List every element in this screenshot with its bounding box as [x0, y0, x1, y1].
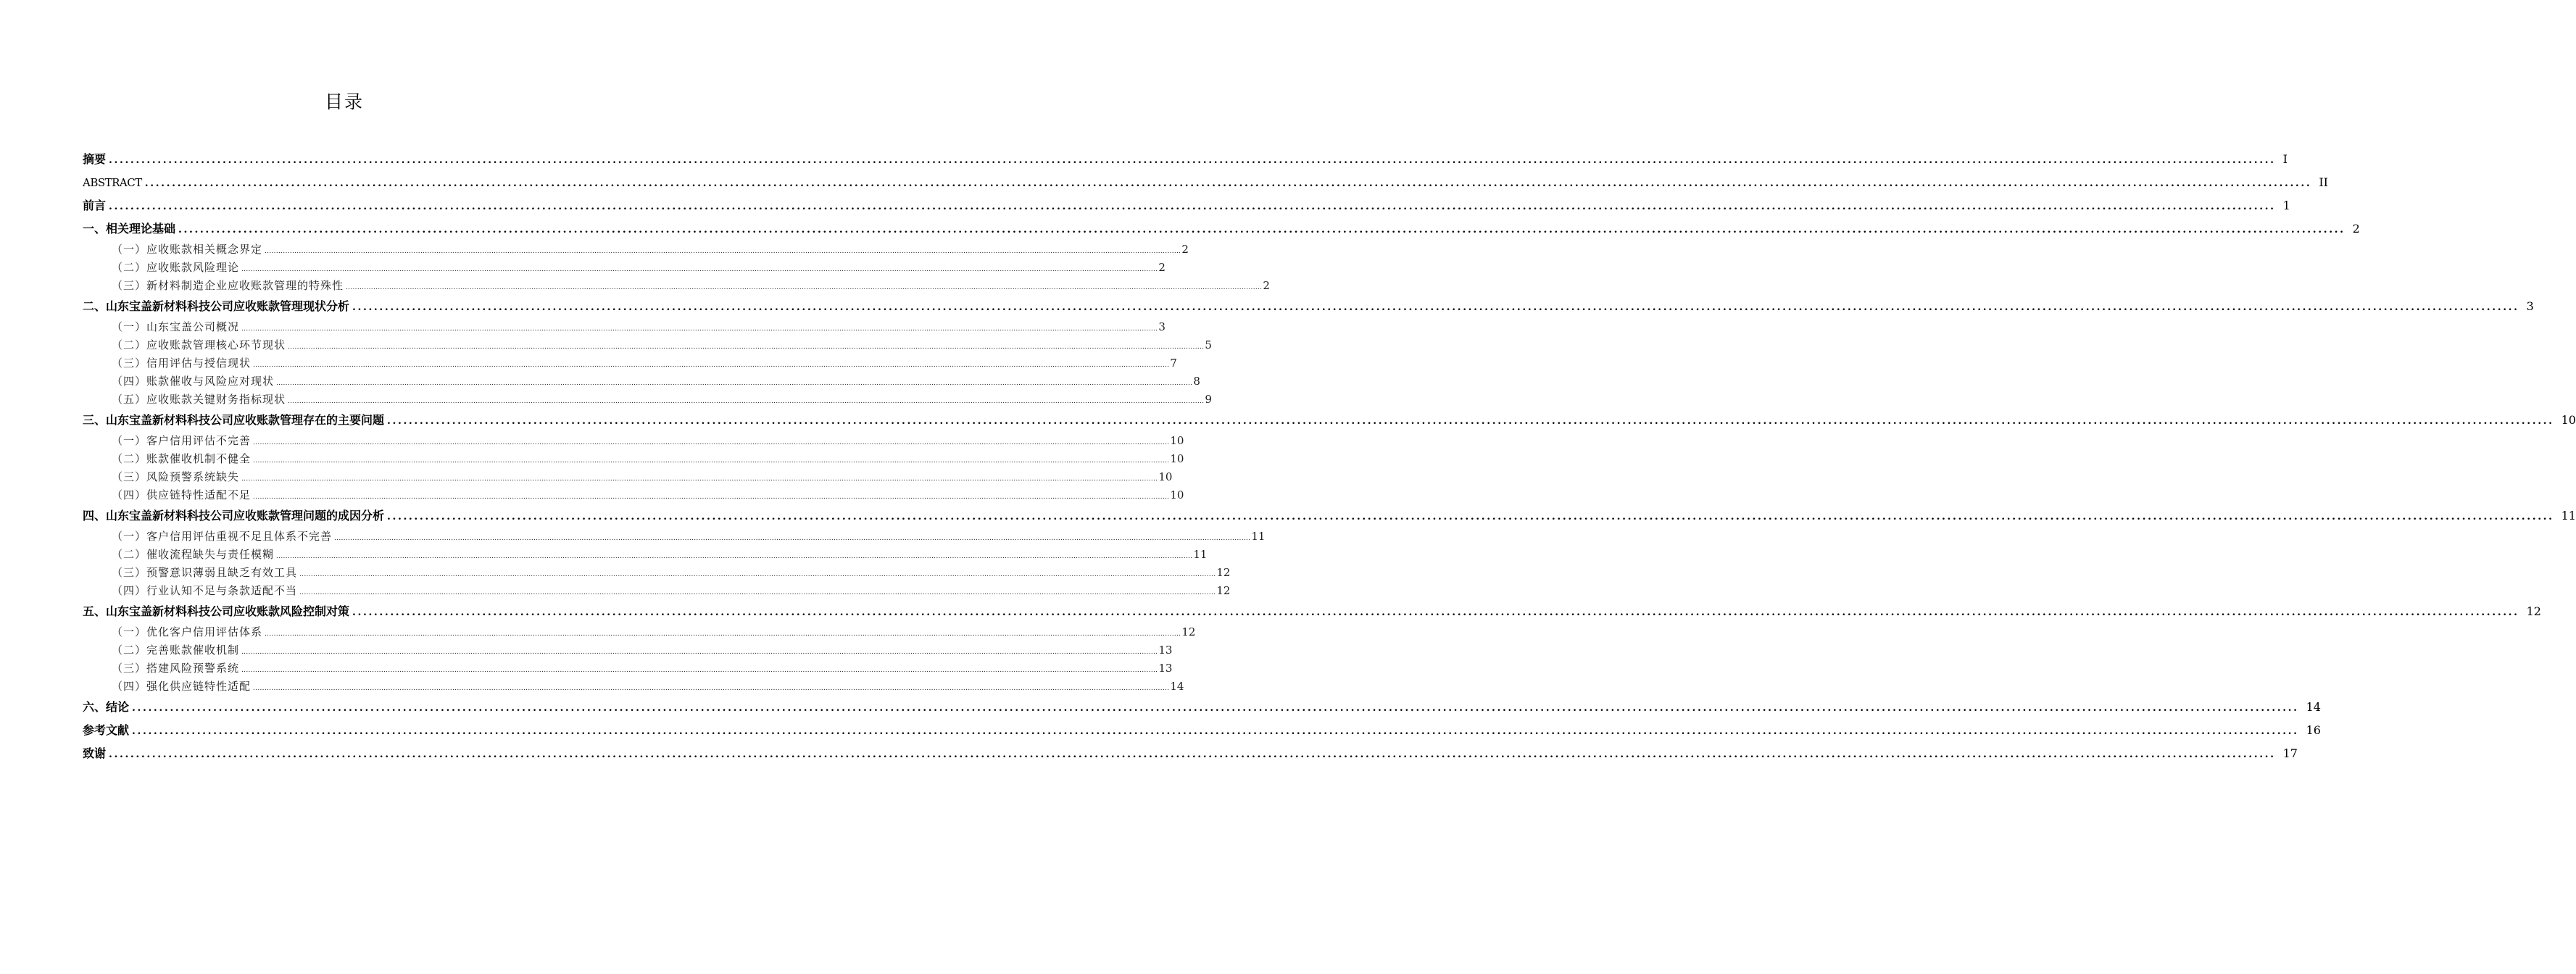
- toc-section-entry[interactable]: [83, 659, 1173, 678]
- toc-page-number: II: [2319, 175, 2328, 189]
- toc-chapter-entry[interactable]: [83, 194, 2290, 217]
- toc-page-number: 7: [1170, 357, 1177, 370]
- toc-page-number: 12: [1181, 625, 1196, 638]
- toc-page-number: I: [2282, 152, 2288, 166]
- toc-leader-dots: ................................................................................................................................................................................................................................................................................................................................................................................................................: [253, 685, 1170, 692]
- toc-leader-dots: ................................................................................................................................................................................................................................................................................................................................................................................................................: [288, 344, 1205, 351]
- toc-entry-label: （三）风险预警系统缺失: [112, 470, 240, 483]
- toc-entry-label: （一）应收账款相关概念界定: [112, 243, 263, 256]
- toc-leader-dots: ................................................................................................................................................................................................................................................................................................................................................................................................................: [253, 439, 1170, 446]
- toc-leader-dots: ................................................................................................................................................................................................................................................................................................................................................................................................................: [144, 178, 2312, 189]
- toc-entry-label: （二）完善账款催收机制: [112, 644, 240, 657]
- toc-entry-label: （五）应收账款关键财务指标现状: [112, 393, 286, 406]
- toc-entry-label: （四）强化供应链特性适配: [112, 680, 252, 693]
- toc-leader-dots: ................................................................................................................................................................................................................................................................................................................................................................................................................: [253, 494, 1170, 501]
- toc-page-number: 8: [1193, 375, 1200, 388]
- toc-entry-label: （三）信用评估与授信现状: [112, 357, 252, 370]
- toc-page-number: 13: [1158, 644, 1173, 657]
- toc-leader-dots: ................................................................................................................................................................................................................................................................................................................................................................................................................: [276, 380, 1193, 387]
- toc-section-entry[interactable]: [83, 641, 1173, 659]
- toc-page-number: 11: [2561, 509, 2576, 523]
- toc-page-number: 16: [2306, 723, 2321, 737]
- toc-page-number: 12: [1216, 584, 1231, 597]
- toc-leader-dots: ................................................................................................................................................................................................................................................................................................................................................................................................................: [241, 667, 1158, 674]
- toc-entry-label: （二）应收账款管理核心环节现状: [112, 338, 286, 351]
- toc-page-number: 9: [1205, 393, 1212, 406]
- toc-entry-label: （三）新材料制造企业应收账款管理的特殊性: [112, 279, 344, 292]
- toc-leader-dots: ................................................................................................................................................................................................................................................................................................................................................................................................................: [253, 457, 1170, 465]
- toc-page-number: 5: [1205, 338, 1212, 351]
- toc-leader-dots: ................................................................................................................................................................................................................................................................................................................................................................................................................: [352, 607, 2519, 618]
- toc-page-number: 12: [1216, 566, 1231, 579]
- toc-section-entry[interactable]: [83, 546, 1208, 564]
- toc-chapter-entry[interactable]: [83, 719, 2321, 742]
- toc-page-number: 17: [2282, 746, 2298, 760]
- toc-page-number: 10: [1170, 452, 1184, 465]
- toc-leader-dots: ................................................................................................................................................................................................................................................................................................................................................................................................................: [265, 248, 1181, 255]
- toc-leader-dots: ................................................................................................................................................................................................................................................................................................................................................................................................................: [387, 511, 2554, 523]
- toc-leader-dots: ................................................................................................................................................................................................................................................................................................................................................................................................................: [265, 630, 1181, 638]
- toc-page-number: 11: [1251, 530, 1266, 543]
- toc-page-number: 2: [1263, 279, 1270, 292]
- toc-section-entry[interactable]: [83, 528, 1266, 546]
- toc-entry-label: （一）优化客户信用评估体系: [112, 625, 263, 638]
- toc-page-number: 3: [1158, 320, 1166, 333]
- toc-entry-label: 一、相关理论基础: [83, 222, 176, 236]
- toc-leader-dots: ................................................................................................................................................................................................................................................................................................................................................................................................................: [132, 702, 2299, 714]
- toc-leader-dots: ................................................................................................................................................................................................................................................................................................................................................................................................................: [253, 362, 1170, 369]
- toc-entry-label: （二）催收流程缺失与责任模糊: [112, 548, 275, 561]
- toc-page-number: 11: [1193, 548, 1208, 561]
- toc-section-entry[interactable]: [83, 623, 1196, 641]
- toc-page-number: 10: [1170, 488, 1184, 501]
- toc-entry-label: （四）账款催收与风险应对现状: [112, 375, 275, 388]
- toc-leader-dots: ................................................................................................................................................................................................................................................................................................................................................................................................................: [241, 649, 1158, 656]
- toc-entry-label: （四）行业认知不足与条款适配不当: [112, 584, 298, 597]
- toc-section-entry[interactable]: [83, 582, 1231, 600]
- toc-leader-dots: ................................................................................................................................................................................................................................................................................................................................................................................................................: [276, 553, 1193, 560]
- toc-entry-label: ABSTRACT: [83, 176, 142, 189]
- toc-page-number: 1: [2282, 199, 2290, 212]
- toc-section-entry[interactable]: [83, 354, 1177, 372]
- toc-entry-label: 前言: [83, 199, 107, 212]
- toc-leader-dots: ................................................................................................................................................................................................................................................................................................................................................................................................................: [241, 266, 1158, 273]
- toc-page-number: 12: [2526, 604, 2541, 618]
- toc-chapter-entry[interactable]: [83, 409, 2576, 432]
- toc-entry-label: 六、结论: [83, 700, 130, 714]
- toc-entry-label: 参考文献: [83, 723, 130, 737]
- toc-leader-dots: ................................................................................................................................................................................................................................................................................................................................................................................................................: [346, 284, 1263, 291]
- toc-chapter-entry[interactable]: [83, 696, 2321, 719]
- toc-page-number: 14: [1170, 680, 1184, 693]
- toc-page-number: 13: [1158, 662, 1173, 675]
- toc-leader-dots: ................................................................................................................................................................................................................................................................................................................................................................................................................: [178, 224, 2346, 236]
- toc-section-entry[interactable]: [83, 391, 1212, 409]
- toc-leader-dots: ................................................................................................................................................................................................................................................................................................................................................................................................................: [334, 535, 1251, 542]
- toc-page-number: 2: [1181, 243, 1189, 256]
- toc-entry-label: （三）预警意识薄弱且缺乏有效工具: [112, 566, 298, 579]
- toc-leader-dots: ................................................................................................................................................................................................................................................................................................................................................................................................................: [352, 301, 2519, 313]
- toc-entry-label: （一）客户信用评估重视不足且体系不完善: [112, 530, 333, 543]
- toc-section-entry[interactable]: [83, 486, 1184, 504]
- toc-page-number: 3: [2526, 299, 2534, 313]
- toc-leader-dots: ................................................................................................................................................................................................................................................................................................................................................................................................................: [109, 154, 2276, 166]
- toc-section-entry[interactable]: [83, 450, 1184, 468]
- toc-chapter-entry[interactable]: [83, 217, 2360, 241]
- toc-entry-label: 摘要: [83, 152, 107, 166]
- toc-page-number: 10: [1170, 434, 1184, 447]
- toc-entry-label: （四）供应链特性适配不足: [112, 488, 252, 501]
- toc-section-entry[interactable]: [83, 259, 1166, 277]
- toc-leader-dots: ................................................................................................................................................................................................................................................................................................................................................................................................................: [299, 571, 1216, 578]
- toc-page-number: 2: [2352, 222, 2360, 236]
- toc-entry-label: 四、山东宝盖新材料科技公司应收账款管理问题的成因分析: [83, 509, 385, 523]
- toc-chapter-entry[interactable]: [83, 148, 2288, 171]
- toc-entry-label: （一）山东宝盖公司概况: [112, 320, 240, 333]
- toc-section-entry[interactable]: [83, 678, 1184, 696]
- toc-section-entry[interactable]: [83, 336, 1212, 354]
- toc-entry-label: （二）应收账款风险理论: [112, 261, 240, 274]
- toc-chapter-entry[interactable]: [83, 742, 2298, 765]
- toc-entry-label: 二、山东宝盖新材料科技公司应收账款管理现状分析: [83, 299, 350, 313]
- toc-page-number: 14: [2306, 700, 2321, 714]
- toc-section-entry[interactable]: [83, 318, 1166, 336]
- toc-section-entry[interactable]: [83, 241, 1189, 259]
- toc-entry-label: （二）账款催收机制不健全: [112, 452, 252, 465]
- toc-leader-dots: ................................................................................................................................................................................................................................................................................................................................................................................................................: [109, 201, 2276, 212]
- toc-entry-label: 五、山东宝盖新材料科技公司应收账款风险控制对策: [83, 604, 350, 618]
- toc-chapter-entry[interactable]: [83, 504, 2576, 528]
- toc-chapter-entry[interactable]: [83, 600, 2541, 623]
- toc-chapter-entry[interactable]: [83, 171, 2328, 194]
- toc-chapter-entry[interactable]: [83, 295, 2534, 318]
- toc-leader-dots: ................................................................................................................................................................................................................................................................................................................................................................................................................: [299, 589, 1216, 596]
- toc-section-entry[interactable]: [83, 277, 1270, 295]
- toc-entry-label: （三）搭建风险预警系统: [112, 662, 240, 675]
- toc-section-entry[interactable]: [83, 468, 1173, 486]
- toc-entry-label: 三、山东宝盖新材料科技公司应收账款管理存在的主要问题: [83, 413, 385, 427]
- page-title: 目录: [324, 91, 364, 112]
- toc-section-entry[interactable]: [83, 372, 1200, 391]
- table-of-contents: [83, 148, 2576, 765]
- toc-page-number: 2: [1158, 261, 1166, 274]
- toc-leader-dots: ................................................................................................................................................................................................................................................................................................................................................................................................................: [241, 475, 1158, 483]
- toc-entry-label: 致谢: [83, 746, 107, 760]
- toc-leader-dots: ................................................................................................................................................................................................................................................................................................................................................................................................................: [241, 325, 1158, 333]
- toc-section-entry[interactable]: [83, 432, 1184, 450]
- toc-leader-dots: ................................................................................................................................................................................................................................................................................................................................................................................................................: [109, 749, 2276, 760]
- toc-entry-label: （一）客户信用评估不完善: [112, 434, 252, 447]
- toc-page-number: 10: [1158, 470, 1173, 483]
- toc-leader-dots: ................................................................................................................................................................................................................................................................................................................................................................................................................: [288, 398, 1205, 405]
- toc-section-entry[interactable]: [83, 564, 1231, 582]
- toc-page-number: 10: [2561, 413, 2576, 427]
- toc-leader-dots: ................................................................................................................................................................................................................................................................................................................................................................................................................: [132, 725, 2299, 737]
- toc-leader-dots: ................................................................................................................................................................................................................................................................................................................................................................................................................: [387, 415, 2554, 427]
